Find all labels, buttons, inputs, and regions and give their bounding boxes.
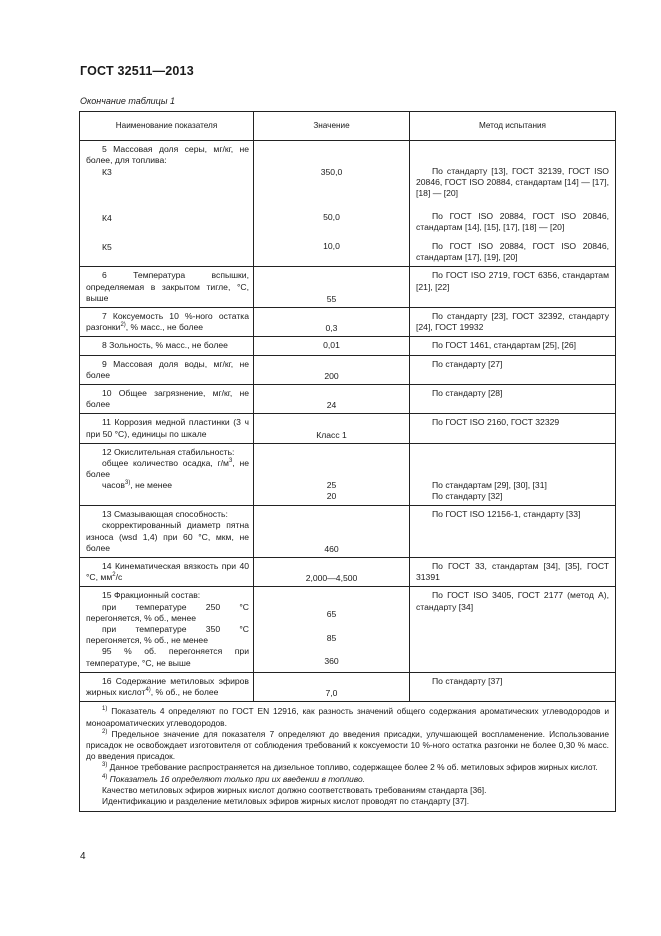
row-name: 9 Массовая доля воды, мг/кг, не более [86, 358, 249, 380]
row-value: 20 [326, 491, 337, 502]
table-header-row [80, 112, 616, 141]
row-method: По стандарту [23], ГОСТ 32392, стандарту [24], ГОСТ 19932 [416, 311, 609, 333]
row-value: 350,0 [320, 167, 343, 177]
row-sub-label: К5 [102, 241, 112, 252]
row-value: 460 [254, 506, 410, 558]
table-row [80, 558, 616, 587]
row-sub-label: К3 [102, 167, 112, 178]
row-method: По ГОСТ ISO 3405, ГОСТ 2177 (метод А), стандарту [34] [416, 590, 609, 612]
row-value: 200 [254, 355, 410, 384]
table-row [80, 267, 616, 308]
row-value: 360 [324, 655, 339, 666]
row-name: 12 Окислительная стабильность: [102, 446, 235, 457]
row-value: 2,000—4,500 [254, 558, 410, 587]
footnote: $^{2)}$ Предельное значение для показателя 7 определяют до введения присадки, улучшающей воспламенение. Использование присадок не освобождает изготовителя от соблюдения требований к коксуемости 10 %-ного остатка разгонки не более 0,30 % масс. до введения присадок. [86, 728, 609, 762]
table-row [80, 587, 616, 672]
table-row [80, 337, 616, 355]
table-row [80, 414, 616, 443]
row-name: 13 Смазывающая способность: [102, 509, 228, 520]
row-value: 7,0 [254, 672, 410, 701]
row-method: По ГОСТ ISO 2160, ГОСТ 32329 [432, 417, 560, 428]
column-header-value: Значение [254, 112, 410, 141]
footnote: Качество метиловых эфиров жирных кислот должно соответствовать требованиям стандарта [36]. [102, 784, 487, 795]
row-method: По стандарту [37] [432, 675, 503, 686]
footnote: Идентификацию и разделение метиловых эфиров жирных кислот проводят по стандарту [37]. [102, 795, 470, 806]
row-name: 11 Коррозия медной пластинки (3 ч при 50 °С), единицы по шкале [86, 417, 249, 439]
row-sub-label: при температуре 350 °С перегоняется, % об., не менее [86, 624, 249, 646]
row-name: 6 Температура вспышки, определяемая в закрытом тигле, °С, выше [86, 270, 249, 303]
footnote: $^{4)}$ Показатель 16 определяют только при их введении в топливо. [102, 773, 365, 784]
row-method: По ГОСТ ISO 20884, ГОСТ ISO 20846, стандартам [17], [19], [20] [416, 241, 609, 263]
row-name: 15 Фракционный состав: [102, 590, 201, 601]
column-header-name: Наименование показателя [80, 112, 254, 141]
row-name: 16 Содержание метиловых эфиров жирных кислот$^{4)}$, % об., не более [86, 675, 249, 698]
row-method: По ГОСТ 1461, стандартам [25], [26] [432, 340, 577, 351]
row-value: 0,01 [254, 337, 410, 355]
row-name: 14 Кинематическая вязкость при 40 °С, $мм^2/с$ [86, 561, 249, 583]
page-number: 4 [80, 851, 86, 862]
row-value: 25 [326, 479, 337, 490]
row-value: 65 [326, 609, 337, 620]
row-value: 0,3 [254, 308, 410, 337]
table-row [80, 443, 616, 505]
row-method: По стандарту [32] [432, 491, 503, 502]
footnote: $^{3)}$ Данное требование распространяется на дизельное топливо, содержащее более 2 % об. метиловых эфиров жирных кислот. [102, 762, 598, 773]
indicators-table [79, 111, 616, 812]
row-name: 10 Общее загрязнение, мг/кг, не более [86, 388, 249, 410]
row-name: 8 Зольность, % масс., не более [102, 340, 228, 351]
row-name: 5 Массовая доля серы, мг/кг, не более, для топлива: [86, 144, 249, 166]
table-continuation-caption: Окончание таблицы 1 [80, 96, 175, 106]
row-method: По стандарту [13], ГОСТ 32139, ГОСТ ISO 20846, ГОСТ ISO 20884, стандартам [14] — [17], [18] — [20] [416, 166, 609, 199]
table-row [80, 141, 616, 267]
row-sub-label: общее количество осадка, $г/м^3$, не более [86, 458, 249, 480]
table-row [80, 355, 616, 384]
row-method: По ГОСТ ISO 2719, ГОСТ 6356, стандартам [21], [22] [416, 270, 609, 292]
row-value: 55 [254, 267, 410, 308]
table-row [80, 308, 616, 337]
row-value: 10,0 [323, 241, 340, 252]
row-value: 50,0 [323, 212, 340, 223]
row-method: По стандарту [28] [432, 388, 503, 399]
row-method: По ГОСТ ISO 20884, ГОСТ ISO 20846, стандартам [14], [15], [17], [18] — [20] [416, 211, 609, 233]
row-sub-label: при температуре 250 °С перегоняется, % об., менее [86, 601, 249, 623]
document-header: ГОСТ 32511—2013 [80, 64, 194, 78]
row-method: По стандартам [29], [30], [31] [432, 479, 547, 490]
column-header-method: Метод испытания [410, 112, 616, 141]
row-method: По стандарту [27] [432, 358, 503, 369]
row-value: Класс 1 [254, 414, 410, 443]
table-row [80, 672, 616, 701]
table-row [80, 385, 616, 414]
row-sub-label: скорректированный диаметр пятна износа (wsd 1,4) при 60 °С, мкм, не более [86, 520, 249, 553]
row-sub-label: 95 % об. перегоняется при температуре, °С, не выше [86, 646, 249, 668]
row-sub-label: часов$^{3)}$, не менее [102, 480, 173, 491]
footnote: $^{1)}$ Показатель 4 определяют по ГОСТ EN 12916, как разность значений общего содержания ароматических углеводородов и моноароматических углеводородов. [86, 706, 609, 728]
footnotes-row [80, 702, 616, 812]
row-method: По ГОСТ ISO 12156-1, стандарту [33] [432, 509, 581, 520]
row-value: 24 [254, 385, 410, 414]
row-value: 85 [326, 632, 337, 643]
row-sub-label: К4 [102, 212, 112, 223]
row-method: По ГОСТ 33, стандартам [34], [35], ГОСТ 31391 [416, 561, 609, 583]
table-row [80, 506, 616, 558]
row-name: 7 Коксуемость 10 %-ного остатка разгонки$^{2)}$, % масс., не более [86, 311, 249, 333]
